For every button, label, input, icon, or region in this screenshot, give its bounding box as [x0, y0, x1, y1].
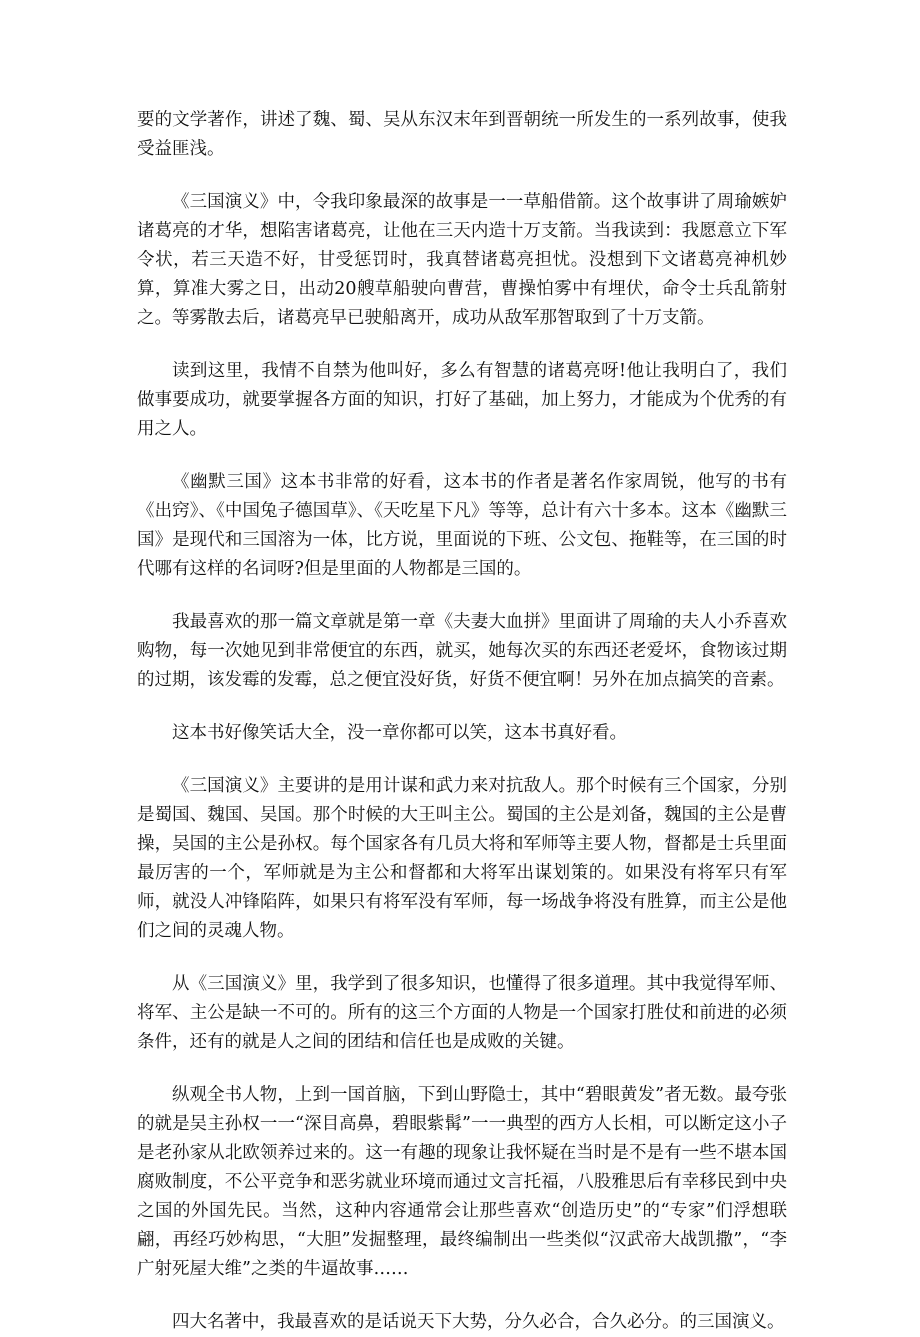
paragraph-lessons: 从《三国演义》里，我学到了很多知识，也懂得了很多道理。其中我觉得军师、将军、主公是缺一不可的。所有的这三个方面的人物是一个国家打胜仗和前进的必须条件，还有的就是人之间的团结和信任也是成败的关键。 — [137, 974, 787, 1052]
paragraph-favorite-chapter: 我最喜欢的那一篇文章就是第一章《夫妻大血拼》里面讲了周瑜的夫人小乔喜欢购物，每一次她见到非常便宜的东西，就买，她每次买的东西还老爱坏，食物该过期的过期，该发霉的发霉，总之便宜没好货，好货不便宜啊！另外在加点搞笑的音素。 — [137, 612, 787, 690]
document-body — [137, 106, 787, 1337]
paragraph-three-kingdoms-summary: 《三国演义》主要讲的是用计谋和武力来对抗敌人。那个时候有三个国家，分别是蜀国、魏国、吴国。那个时候的大王叫主公。蜀国的主公是刘备，魏国的主公是曹操，吴国的主公是孙权。每个国家各有几员大将和军师等主要人物，督都是士兵里面最厉害的一个，军师就是为主公和督都和大将军出谋划策的。如果没有将军只有军师，就没人冲锋陷阵，如果只有将军没有军师，每一场战争将没有胜算，而主公是他们之间的灵魂人物。 — [137, 776, 787, 941]
paragraph-humorous-three-kingdoms: 《幽默三国》这本书非常的好看，这本书的作者是著名作家周锐，他写的书有《出窍》、《中国兔子德国草》、《天吃星下凡》等等，总计有六十多本。这本《幽默三国》是现代和三国溶为一体，比方说，里面说的下班、公文包、拖鞋等，在三国的时代哪有这样的名词呀?但是里面的人物都是三国的。 — [137, 472, 787, 579]
paragraph-characters: 纵观全书人物，上到一国首脑，下到山野隐士，其中“碧眼黄发”者无数。最夸张的就是吴主孙权一一“深目高鼻，碧眼紫髯”一一典型的西方人长相，可以断定这小子是老孙家从北欧领养过来的。这一有趣的现象让我怀疑在当时是不是有一些不堪本国腐败制度，不公平竞争和恶劣就业环境而通过文言托福，八股雅思后有幸移民到中央之国的外国先民。当然，这种内容通常会让那些喜欢“创造历史”的“专家”们浮想联翩，再经巧妙构思，“大胆”发掘整理，最终编制出一些类似“汉武帝大战凯撒”，“李广射死屋大维”之类的牛逼故事…… — [137, 1085, 787, 1279]
paragraph-joke-book: 这本书好像笑话大全，没一章你都可以笑，这本书真好看。 — [172, 723, 627, 743]
paragraph-intro: 要的文学著作，讲述了魏、蜀、吴从东汉末年到晋朝统一所发生的一系列故事，使我受益匪浅。 — [137, 110, 787, 159]
paragraph-reflection: 读到这里，我情不自禁为他叫好，多么有智慧的诸葛亮呀!他让我明白了，我们做事要成功，就要掌握各方面的知识，打好了基础，加上努力，才能成为个优秀的有用之人。 — [137, 361, 787, 439]
paragraph-conclusion: 四大名著中，我最喜欢的是话说天下大势，分久必合，合久必分。的三国演义。 — [172, 1312, 785, 1332]
paragraph-straw-boats: 《三国演义》中，令我印象最深的故事是一一草船借箭。这个故事讲了周瑜嫉妒诸葛亮的才华，想陷害诸葛亮，让他在三天内造十万支箭。当我读到：我愿意立下军令状，若三天造不好，甘受惩罚时，我真替诸葛亮担忧。没想到下文诸葛亮神机妙算，算准大雾之日，出动20艘草船驶向曹营，曹操怕雾中有埋伏，命令士兵乱箭射之。等雾散去后，诸葛亮早已驶船离开，成功从敌军那智取到了十万支箭。 — [137, 192, 787, 328]
